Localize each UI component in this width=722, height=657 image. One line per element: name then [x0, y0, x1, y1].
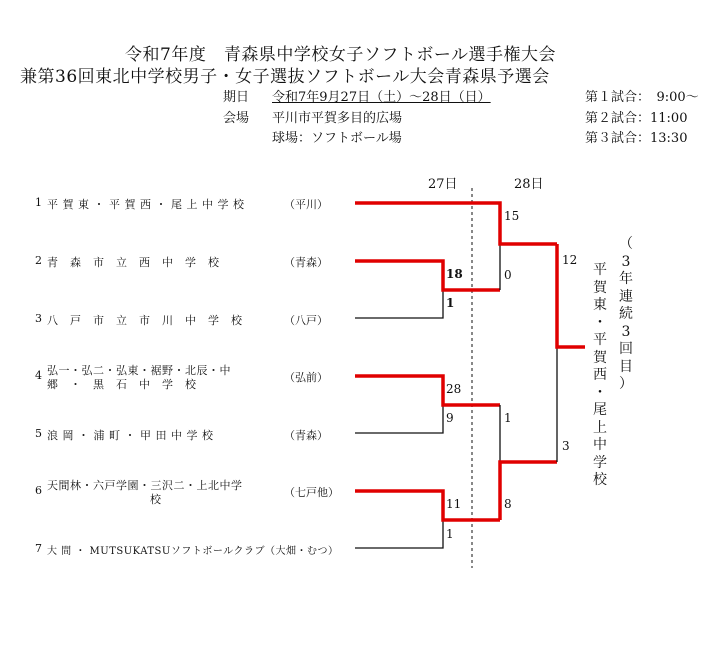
team-number: 2: [35, 254, 43, 267]
champion-char: ・: [593, 384, 607, 401]
bracket-line-team2: [355, 261, 500, 290]
venue-value: 平川市平賀多目的広場: [272, 111, 403, 126]
note-char: 連: [619, 288, 633, 305]
note-char: （: [619, 236, 633, 252]
bracket-line-sf2-winner: [500, 462, 557, 520]
team-name-line2: 校: [150, 493, 162, 506]
note-char: ）: [619, 376, 633, 392]
match2-time: 第２試合：11:00: [585, 111, 688, 126]
bracket-line-team6: [355, 491, 500, 520]
note-char: 目: [619, 358, 633, 375]
team-name: 平 賀 東 ・ 平 賀 西 ・ 尾 上 中 学 校: [47, 198, 245, 211]
team-number: 3: [35, 312, 43, 325]
bracket-line-team7: [355, 520, 443, 548]
note-char: 3: [621, 253, 631, 270]
score-r1-team6: 11: [446, 497, 462, 511]
team-number: 7: [35, 542, 43, 555]
champion-char: 校: [593, 472, 607, 488]
team-number: 6: [35, 484, 43, 497]
match1-time: 第１試合： 9:00～: [585, 90, 699, 105]
team-region: （弘前）: [284, 371, 328, 384]
score-sf-winner67: 8: [504, 497, 512, 511]
team-name: 八 戸 市 立 市 川 中 学 校: [47, 314, 243, 327]
field-value: 球場：ソフトボール場: [272, 131, 402, 146]
team-number: 4: [35, 369, 43, 382]
champion-char: 尾: [593, 402, 607, 418]
team-name: 浪 岡 ・ 浦 町 ・ 甲 田 中 学 校: [47, 429, 214, 442]
match3-time: 第３試合：13:30: [585, 131, 688, 146]
champion-char: 平: [593, 332, 607, 348]
score-r1-team3: 1: [446, 296, 455, 310]
team-name-line2: 郷 ・ 黒 石 中 学 校: [47, 378, 197, 391]
score-r1-team7: 1: [446, 527, 454, 541]
score-final-bottom: 3: [562, 439, 570, 453]
champion-char: 上: [593, 419, 607, 436]
note-char: 続: [619, 306, 633, 322]
score-sf-winner23: 0: [504, 268, 512, 282]
team-number: 1: [35, 196, 43, 209]
champion-char: 西: [593, 367, 607, 383]
champion-char: 東: [593, 297, 607, 313]
period-value: 令和7年9月27日（土）～28日（日）: [272, 90, 491, 105]
bracket-line-team3: [355, 290, 443, 318]
score-sf-team1: 15: [504, 209, 520, 223]
title-line1: 令和7年度 青森県中学校女子ソフトボール選手権大会: [125, 45, 556, 65]
score-r1-team4: 28: [446, 382, 462, 396]
note-char: 年: [619, 271, 633, 287]
score-sf-winner45: 1: [504, 411, 512, 425]
day1-label: 27日: [428, 177, 458, 192]
title-line2: 兼第36回東北中学校男子・女子選抜ソフトボール大会青森県予選会: [20, 67, 550, 87]
team-name: 大 間 ・ MUTSUKATSUソフトボールクラブ（大畑・むつ）: [47, 546, 339, 557]
team-name-line1: 天間林・六戸学園・三沢二・上北中学: [47, 479, 243, 492]
score-r1-team2: 18: [446, 267, 463, 281]
champion-char: 中: [593, 437, 607, 453]
champion-char: 賀: [593, 349, 607, 366]
period-label: 期日: [223, 90, 250, 105]
champion-char: 平: [593, 262, 607, 278]
score-r1-team5: 9: [446, 411, 454, 425]
team-region: （平川）: [284, 198, 328, 211]
bracket-line-team4: [355, 376, 500, 405]
champion-name: [591, 262, 609, 490]
team-region: （青森）: [284, 256, 328, 269]
champion-char: ・: [593, 314, 607, 331]
team-number: 5: [35, 427, 43, 440]
score-final-top: 12: [562, 253, 578, 267]
venue-label: 会場: [223, 111, 250, 126]
team-region: （七戸他）: [284, 486, 339, 499]
note-char: 回: [619, 341, 633, 357]
bracket-line-team1: [355, 203, 557, 244]
bracket-line-team5: [355, 405, 443, 433]
champion-char: 学: [593, 454, 607, 471]
champion-note: [617, 236, 635, 394]
note-char: 3: [621, 323, 631, 340]
day2-label: 28日: [514, 177, 544, 192]
team-name-line1: 弘一・弘二・弘東・裾野・北辰・中: [47, 364, 231, 377]
champion-char: 賀: [593, 279, 607, 296]
team-name: 青 森 市 立 西 中 学 校: [47, 256, 220, 269]
team-region: （青森）: [284, 429, 328, 442]
team-region: （八戸）: [284, 314, 328, 327]
